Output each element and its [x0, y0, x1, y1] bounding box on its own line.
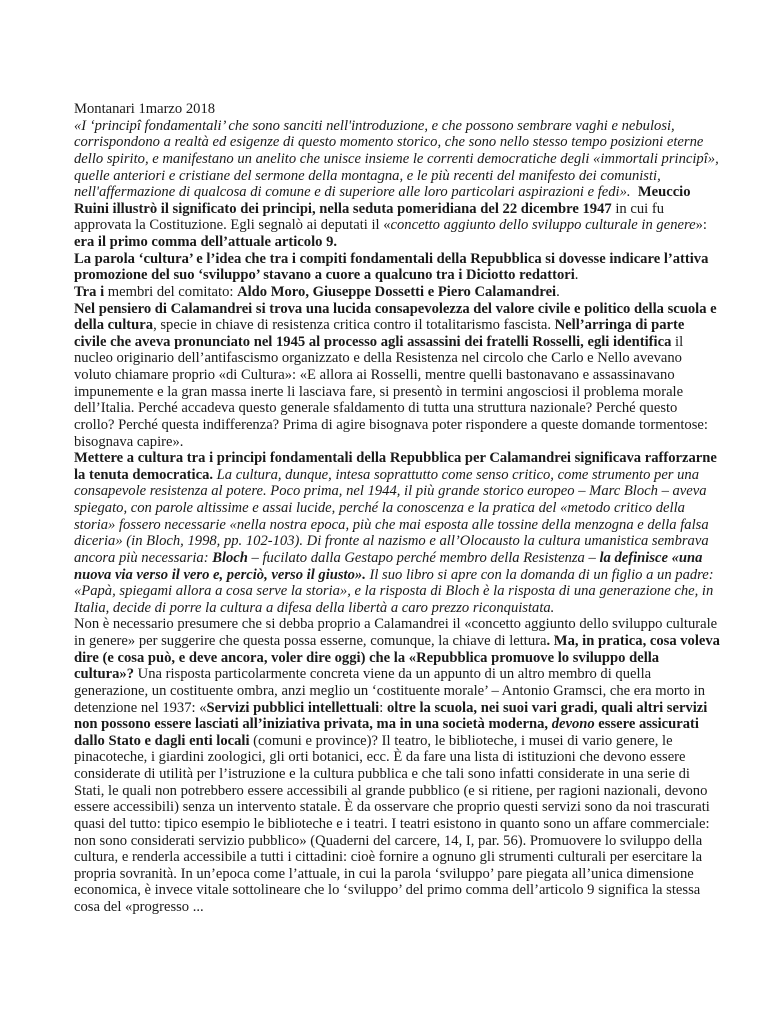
document-header: Montanari 1marzo 2018	[74, 101, 216, 117]
emphasis-italic-text: la definisce «una nuova via verso il vero e, perciò, verso il giusto».	[74, 549, 703, 583]
body-text: .	[556, 283, 560, 300]
paragraph-ruini	[74, 118, 720, 251]
emphasis-text: La parola ‘cultura’ e l’idea che tra i compiti fondamentali della Repubblica si dovesse indicare l’attiva promozione del suo ‘sviluppo’ stavano a cuore a qualcuno tra i Diciotto redattori	[74, 250, 709, 284]
body-text: in cui fu approvata la Costituzione. Egli segnalò ai deputati il «	[74, 200, 664, 234]
body-text: .	[574, 267, 579, 284]
emphasis-text: essere assicurati dallo Stato e dagli enti locali	[74, 716, 699, 749]
emphasis-text: Servizi pubblici intellettuali	[206, 699, 380, 716]
body-text: il nucleo originario dell’antifascismo organizzato e della Resistenza nel circolo che Carlo e Nello avevano voluto chiamare proprio «di Cultura»: «E allora ai Rosselli, mentre quelli bastonavano e assassinavano impunemente e la gran massa inerte li lasciava fare, si presentò in termini angosciosi il problema morale dell’Italia. Perché accadeva questo generale sfaldamento di tutta una struttura nazionale? Perché questo crollo? Perché questa indifferenza? Prima di agire bisognava poter rispondere a queste domande tormentose: bisognava capire».	[74, 333, 708, 450]
emphasis-text: Nell’arringa di parte civile che aveva pronunciato nel 1945 al processo agli assassini dei fratelli Rosselli, egli identifica	[74, 317, 685, 350]
italic-text: La cultura, dunque, intesa soprattutto come senso critico, come strumento per una consapevole resistenza al potere. Poco prima, nel 1944, il più grande storico europeo – Marc Bloch – aveva spiegato, con parole altissime e assai lucide, perché la conoscenza e la pratica del «metodo critico della storia» fossero necessarie «nella nostra epoca, più che mai esposta alle tossine della menzogna e della falsa diceria» (in Bloch, 1998, pp. 102-103). Di fronte al nazismo e all’Olocausto la cultura umanistica sembrava ancora più necessaria:	[74, 466, 709, 566]
body-text: »:	[695, 217, 707, 234]
paragraph-bloch	[74, 450, 720, 616]
emphasis-text: . Ma, in pratica, cosa voleva dire (e cosa può, e deve ancora, voler dire oggi) che la «Repubblica promuove lo sviluppo della cultura»?	[74, 633, 720, 683]
emphasis-text: Nel pensiero di Calamandrei si trova una lucida consapevolezza del valore civile e politico della scuola e della cultura	[74, 300, 717, 334]
emphasis-italic-text: Bloch	[212, 549, 248, 566]
emphasis-text: Aldo Moro, Giuseppe Dossetti e Piero Calamandrei	[237, 283, 557, 300]
document-body	[74, 101, 720, 916]
ruini-quote: «I ‘principî fondamentali’ che sono sanciti nell'introduzione, e che possono sembrare vaghi e nebulosi, corrispondono a realtà ed esigenze di questo momento storico, che sono nello stesso tempo posizioni eterne dello spirito, e manifestano un anelito che unisce insieme le correnti democratiche degli «immortali principî», quelle anteriori e cristiane del sermone della montagna, e le più recenti del manifesto dei comunisti, nell'affermazione di qualcosa di comune e di superiore alle loro particolari aspirazioni e fedi».	[74, 117, 719, 201]
emphasis-text: era il primo comma dell’attuale articolo 9.	[74, 234, 338, 250]
body-text: Una risposta particolarmente concreta viene da un appunto di un altro membro di quella generazione, un costituente ombra, anzi meglio un ‘costituente morale’ – Antonio Gramsci, che era morto in detenzione nel 1937: «	[74, 666, 706, 716]
paragraph-calamandrei	[74, 301, 720, 451]
emphasis-text: Tra i	[74, 283, 105, 300]
italic-text: – fucilato dalla Gestapo perché membro della Resistenza –	[247, 549, 600, 566]
emphasis-text: Meuccio Ruini illustrò il significato dei principi, nella seduta pomeridiana del 22 dicembre 1947	[74, 184, 691, 217]
italic-text: Il suo libro si apre con la domanda di un figlio a un padre: «Papà, spiegami allora a cosa serve la storia», e la risposta di Bloch è la risposta di una generazione che, in Italia, decide di porre la cultura a difesa della libertà a caro prezzo riconquistata.	[74, 566, 714, 616]
body-text: Non è necessario presumere che si debba proprio a Calamandrei il «concetto aggiunto dello sviluppo culturale in genere» per suggerire che questa possa esserne, comunque, la chiave di lettura	[74, 616, 718, 649]
body-text: (comuni e province)? Il teatro, le biblioteche, i musei di vario genere, le pinacoteche, i giardini zoologici, gli orti botanici, ecc. È da fare una lista di istituzioni che devono essere considerate di utilità per l’istruzione e la cultura pubblica e che tali sono infatti considerate in una serie di Stati, le quali non potrebbero essere accessibili al grande pubblico (e si ritiene, per ragioni nazionali, devono essere accessibili) senza un intervento statale. È da osservare che proprio questi servizi sono da noi trascurati quasi del tutto: tipico esempio le biblioteche e i teatri. I teatri esistono in quanto sono un affare commerciale: non sono considerati servizio pubblico» (Quaderni del carcere, 14, I, par. 56). Promuovere lo sviluppo della cultura, e renderla accessibile a tutti i cittadini: cioè fornire a ognuno gli strumenti culturali per esercitare la propria sovranità. In un’epoca come l’attuale, in cui la parola ‘sviluppo’ pare piegata all’unica dimensione economica, è invece vitale sottolineare che lo ‘sviluppo’ del primo comma dell’articolo 9 significa la stessa cosa del «progresso ...	[74, 732, 710, 915]
emphasis-text: Mettere a cultura tra i principi fondamentali della Repubblica per Calamandrei significava rafforzarne la tenuta democratica.	[74, 450, 717, 483]
paragraph-comitato	[74, 284, 720, 301]
emphasis-text: oltre la scuola, nei suoi vari gradi, quali altri servizi non possono essere lasciati all’iniziativa privata, ma in una società moderna,	[74, 699, 708, 733]
body-text: , specie in chiave di resistenza critica contro il totalitarismo fascista.	[153, 317, 555, 334]
paragraph-cultura	[74, 251, 720, 284]
emphasis-italic-text: devono	[551, 716, 595, 733]
body-text: :	[379, 699, 387, 716]
quoted-phrase: concetto aggiunto dello sviluppo culturale in genere	[390, 217, 696, 234]
paragraph-gramsci	[74, 616, 720, 915]
body-text: membri del comitato:	[104, 283, 238, 300]
